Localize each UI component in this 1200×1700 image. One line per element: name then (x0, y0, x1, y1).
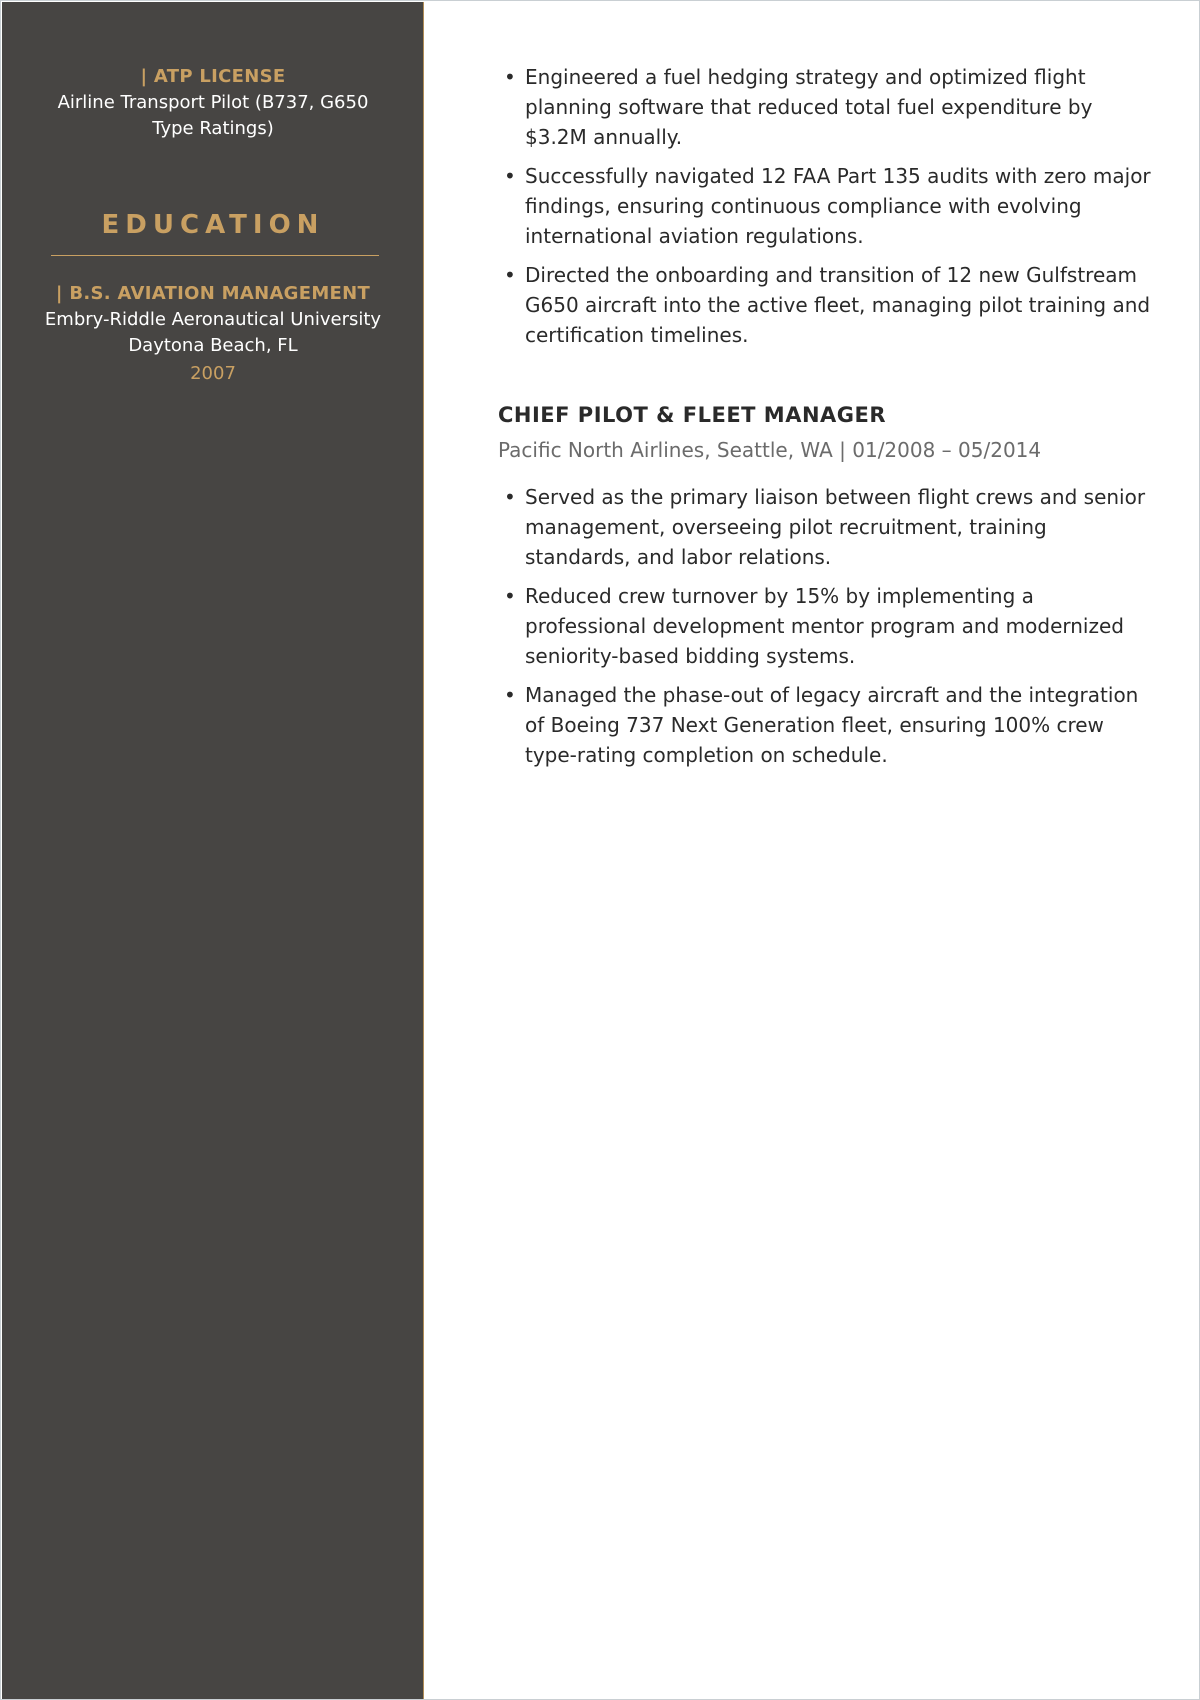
education-divider (51, 255, 379, 256)
education-entry (2, 281, 424, 388)
bullet-text: Served as the primary liaison between flight crews and senior management, overseeing pilot recruitment, training standards, and labor relations. (525, 485, 1146, 569)
bullet-item (504, 581, 1155, 671)
previous-job-bullets (504, 62, 1155, 359)
education-heading: EDUCATION (101, 210, 325, 240)
job-bullets (504, 482, 1155, 779)
bullet-text: Engineered a fuel hedging strategy and optimized flight planning software that reduced total fuel expenditure by $3.2M annually. (525, 65, 1093, 149)
degree-title: | B.S. AVIATION MANAGEMENT (55, 283, 371, 304)
bullet-text: Successfully navigated 12 FAA Part 135 audits with zero major findings, ensuring continuous compliance with evolving international aviation regulations. (525, 164, 1151, 248)
bullet-item (504, 161, 1155, 251)
school-location: Daytona Beach, FL (128, 335, 298, 356)
certification-line-1: Airline Transport Pilot (B737, G650 (57, 92, 369, 113)
bullet-item (504, 482, 1155, 572)
bullet-item (504, 260, 1155, 350)
job-meta: Pacific North Airlines, Seattle, WA | 01/2008 – 05/2014 (498, 438, 1042, 462)
bullet-dot-icon: • (504, 683, 516, 707)
bullet-item (504, 680, 1155, 770)
bullet-text: Reduced crew turnover by 15% by implementing a professional development mentor program and modernized seniority-based bidding systems. (525, 584, 1124, 668)
main-content (425, 1, 1199, 1699)
bullet-dot-icon: • (504, 65, 516, 89)
bullet-dot-icon: • (504, 584, 516, 608)
certification-line-2: Type Ratings) (152, 118, 274, 139)
bullet-item (504, 62, 1155, 152)
bullet-dot-icon: • (504, 263, 516, 287)
school-name: Embry-Riddle Aeronautical University (44, 309, 382, 330)
bullet-dot-icon: • (504, 164, 516, 188)
job-title: CHIEF PILOT & FLEET MANAGER (498, 403, 887, 427)
certification-title: | ATP LICENSE (140, 66, 286, 87)
certification-entry (2, 64, 424, 142)
graduation-year: 2007 (190, 363, 236, 384)
bullet-text: Managed the phase-out of legacy aircraft and the integration of Boeing 737 Next Generation fleet, ensuring 100% crew type-rating completion on schedule. (525, 683, 1139, 767)
sidebar (2, 2, 424, 1699)
bullet-text: Directed the onboarding and transition of 12 new Gulfstream G650 aircraft into the active fleet, managing pilot training and certification timelines. (525, 263, 1151, 347)
bullet-dot-icon: • (504, 485, 516, 509)
